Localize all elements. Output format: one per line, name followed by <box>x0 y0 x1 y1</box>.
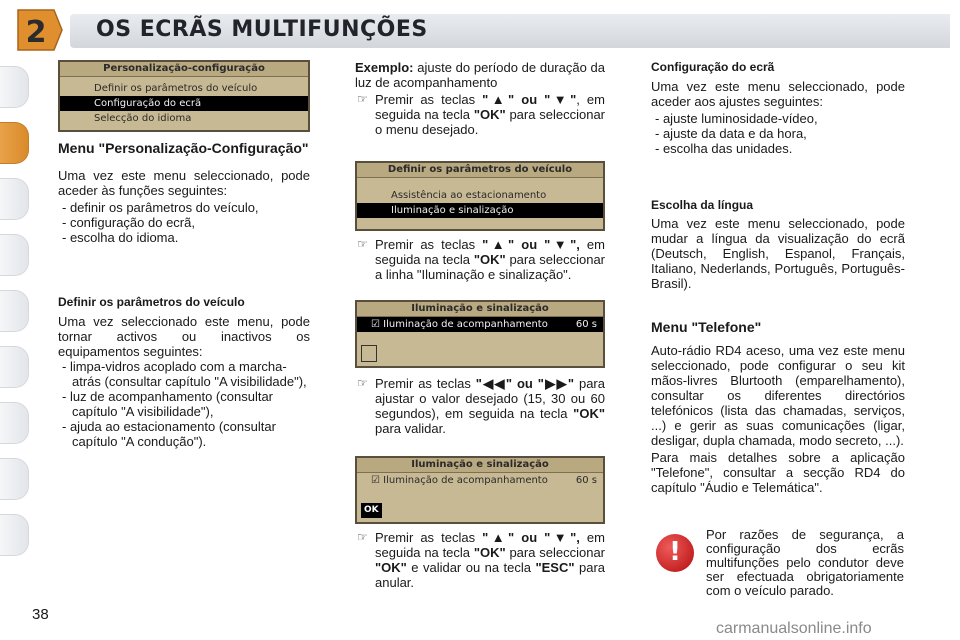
chapter-tab-4[interactable] <box>0 234 29 276</box>
instruction-step-2 <box>355 237 605 282</box>
equipment-list <box>58 359 310 449</box>
step-text: e validar ou na tecla <box>406 560 536 575</box>
screen-row-label: Iluminação de acompanhamento <box>383 319 548 330</box>
screen-row-label: Iluminação de acompanhamento <box>383 475 548 486</box>
screen-row <box>357 473 603 488</box>
duration-value: 60 s <box>575 475 597 486</box>
section-title: Configuração do ecrã <box>651 60 775 74</box>
menu-intro: Uma vez este menu seleccionado, pode aceder às funções seguintes: <box>58 168 310 198</box>
checkbox-icon: ☑ <box>371 475 380 486</box>
screen-lighting <box>355 300 605 368</box>
screen-row: Selecção do idioma <box>94 113 192 124</box>
step-text: Premir as teclas <box>375 92 483 107</box>
screen-title: Personalização-configuração <box>60 62 308 77</box>
page-number: 38 <box>32 606 49 623</box>
safety-warning: Por razões de segurança, a configuração dos ecrãs multifunções pelo condutor deve ser efectuada obrigatoriamente com o veículo parado. <box>706 527 904 598</box>
example-paragraph <box>355 60 605 90</box>
screen-title: Definir os parâmetros do veículo <box>357 163 603 178</box>
checkbox-icon: ☑ <box>371 319 380 330</box>
chapter-badge <box>14 6 64 54</box>
example-text: ajuste do período de duração da luz de acompanhamento <box>355 60 605 90</box>
chapter-tabs <box>0 66 32 570</box>
key-label: "OK" <box>473 107 506 122</box>
column-left <box>58 60 310 449</box>
chapter-tab-6[interactable] <box>0 346 29 388</box>
step-text: para ajustar o valor desejado (15, 30 ou 60 segundos), em seguida na tecla <box>375 376 605 421</box>
screen-row: Definir os parâmetros do veículo <box>94 83 258 94</box>
key-label: "▲" ou "▼" <box>482 92 577 107</box>
list-item: - limpa-vidros acoplado com a marcha-atrás (consultar capítulo "A visibilidade"), <box>58 359 310 389</box>
column-middle <box>355 60 605 590</box>
step-text: para anular. <box>375 560 606 590</box>
warning-icon <box>656 534 694 572</box>
chapter-tab-1[interactable] <box>0 66 29 108</box>
key-label: "OK" <box>473 545 506 560</box>
section-title: Definir os parâmetros do veículo <box>58 295 245 309</box>
screen-row-selected: Iluminação e sinalização <box>357 203 603 218</box>
key-label: "▲" ou "▼", <box>482 530 580 545</box>
instruction-step-1 <box>355 92 605 137</box>
step-text: Premir as teclas <box>375 237 483 252</box>
section-text: Uma vez este menu seleccionado, pode mudar a língua da visualização do ecrã (Deutsch, English, Espanol, Français, Italiano, Nederlands, Português, Português-Brasil). <box>651 216 905 291</box>
section-title: Escolha da língua <box>651 198 754 212</box>
step-text: em seguida na tecla <box>375 237 605 267</box>
step-text: , em seguida na tecla <box>375 92 605 122</box>
screen-lighting-confirm <box>355 456 605 524</box>
step-text: para seleccionar a linha "Iluminação e sinalização". <box>375 252 606 282</box>
list-item: - ajuda ao estacionamento (consultar capítulo "A condução"). <box>58 419 310 449</box>
step-text: para seleccionar o menu desejado. <box>375 107 606 137</box>
screen-vehicle-params <box>355 161 605 231</box>
section-intro: Uma vez seleccionado este menu, pode tornar activos ou inactivos os equipamentos seguintes: <box>58 314 310 359</box>
step-text: em seguida na tecla <box>375 530 605 560</box>
list-item: - configuração do ecrã, <box>58 215 310 230</box>
list-item: - luz de acompanhamento (consultar capítulo "A visibilidade"), <box>58 389 310 419</box>
pointing-hand-icon: ☞ <box>357 530 368 544</box>
screen-ok-box <box>361 345 377 362</box>
config-list <box>651 111 905 156</box>
list-item: - escolha das unidades. <box>651 141 905 156</box>
example-label: Exemplo: <box>355 60 414 75</box>
step-text: para seleccionar <box>505 545 606 560</box>
screen-row-selected: Configuração do ecrã <box>60 96 308 111</box>
list-item: - definir os parâmetros do veículo, <box>58 200 310 215</box>
chapter-number: 2 <box>25 15 47 50</box>
chapter-tab-9[interactable] <box>0 514 29 556</box>
pointing-hand-icon: ☞ <box>357 92 368 106</box>
screen-personalization <box>58 60 310 132</box>
chapter-tab-5[interactable] <box>0 290 29 332</box>
duration-value: 60 s <box>575 319 597 330</box>
page-title: OS ECRÃS MULTIFUNÇÕES <box>96 17 428 42</box>
screen-row-selected <box>357 317 603 332</box>
key-label: "OK" <box>473 252 506 267</box>
key-label: "ESC" <box>535 560 575 575</box>
section-intro: Uma vez este menu seleccionado, pode aceder aos ajustes seguintes: <box>651 79 905 109</box>
list-item: - ajuste luminosidade-vídeo, <box>651 111 905 126</box>
step-text: para validar. <box>375 421 446 436</box>
key-label: "▲" ou "▼", <box>482 237 580 252</box>
menu-function-list <box>58 200 310 245</box>
key-label: "OK" <box>573 406 605 421</box>
column-right <box>651 60 905 495</box>
pointing-hand-icon: ☞ <box>357 376 368 390</box>
chapter-tab-7[interactable] <box>0 402 29 444</box>
section-text: Auto-rádio RD4 aceso, uma vez este menu seleccionado, pode configurar o seu kit mãos-livres Blurtooth (emparelhamento), consultar os diferentes directórios telefónicos (lista das chamadas, serviços, ...) e gerir as suas comunicações (ligar, desligar, dupla chamada, modo secreto, ...). <box>651 343 905 448</box>
instruction-step-4 <box>355 530 605 590</box>
step-text: Premir as teclas <box>375 530 483 545</box>
chapter-tab-8[interactable] <box>0 458 29 500</box>
step-text: Premir as teclas <box>375 376 476 391</box>
key-label: "◀◀" ou "▶▶" <box>475 376 575 391</box>
screen-row: Assistência ao estacionamento <box>391 190 547 201</box>
pointing-hand-icon: ☞ <box>357 237 368 251</box>
list-item: - ajuste da data e da hora, <box>651 126 905 141</box>
menu-title: Menu "Personalização-Configuração" <box>58 140 309 156</box>
instruction-step-3 <box>355 376 605 436</box>
section-text: Para mais detalhes sobre a aplicação "Telefone", consultar a secção RD4 do capítulo "Áudio e Telemática". <box>651 450 905 495</box>
screen-title: Iluminação e sinalização <box>357 302 603 317</box>
watermark: carmanualsonline.info <box>716 620 872 637</box>
chapter-tab-2-active[interactable] <box>0 122 29 164</box>
menu-title: Menu "Telefone" <box>651 319 762 335</box>
chapter-tab-3[interactable] <box>0 178 29 220</box>
list-item: - escolha do idioma. <box>58 230 310 245</box>
key-label: "OK" <box>375 560 407 575</box>
screen-ok-selected: OK <box>361 503 382 518</box>
screen-title: Iluminação e sinalização <box>357 458 603 473</box>
